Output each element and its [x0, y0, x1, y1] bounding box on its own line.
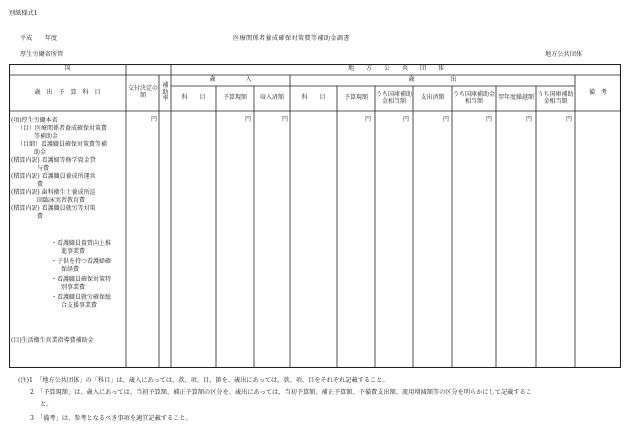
header-revenue: 歳 入 — [209, 76, 252, 84]
budget-item-line: （目細）看護職員確保対策費等補 — [17, 141, 108, 148]
sub-item-line: ・子供を持つ看護婦確 — [51, 258, 112, 265]
page-title: 医療関係者養成確保対策費等補助金調書 — [233, 35, 350, 42]
header-subsidy-rate: 補助率 — [162, 81, 169, 103]
header-expenditure: 歳 出 — [408, 76, 457, 84]
yen-unit: 円 — [485, 116, 492, 123]
sub-item-line: ・看護職員確保対策特 — [51, 276, 112, 283]
fiscal-year-label: 平成 年度 — [20, 35, 58, 42]
header-revenue-received: 収入済額 — [259, 94, 284, 102]
yen-unit: 円 — [525, 116, 532, 123]
subsidy-table — [9, 64, 621, 368]
budget-item-line: 費 — [37, 181, 44, 188]
header-expenditure-subject: 科 目 — [301, 94, 326, 102]
yen-unit: 円 — [281, 116, 288, 123]
budget-item-line: (積算内訳) 看護職員養成所運営 — [11, 173, 96, 180]
header-expenditure-budget: 予算現額 — [343, 94, 368, 102]
footnote-3: 3 「備考」は、参考となるべき事項を適宜記載すること。 — [30, 415, 192, 422]
header-local-gov: 地 方 公 共 団 体 — [347, 65, 444, 73]
header-grant-decision-amount: 交付決定の額 — [128, 85, 159, 99]
sub-item-line: ・看護職員就労確保総 — [51, 294, 112, 301]
header-revenue-budget: 予算現額 — [222, 94, 247, 102]
budget-item-line: 与費 — [37, 165, 50, 172]
footnote-2-cont: と。 — [40, 401, 53, 408]
local-government-label: 地方公共団体 — [545, 51, 583, 58]
budget-item-line: 助金 — [34, 149, 47, 156]
budget-item-line: 等補助金 — [34, 133, 59, 140]
sub-item-line: 進事業費 — [61, 248, 86, 255]
header-subsidy-equivalent-1: うち国庫補助金相当額 — [376, 90, 413, 105]
footnote-2: 2 「予算現額」は、歳入にあっては、当初予算額、補正予算額の区分を、歳出にあっては、当初予算額、補正予算額、予備費支出額、流用増減額等の区分を明らかにして記載するこ — [30, 389, 532, 396]
yen-unit: 円 — [565, 116, 572, 123]
budget-item-line: (積算内訳) 歯科衛生士養成所巡 — [11, 189, 96, 196]
header-subsidy-equivalent-2: うち国庫補助金相当額 — [453, 90, 496, 105]
ministry-label: 厚生労働省所管 — [20, 51, 64, 58]
footnote-1: (注)1 「地方公共団体」の「科目」は、歳入にあっては、款、項、目、節を、歳出にあっては、款、項、目をそれぞれ記載すること。 — [18, 377, 389, 384]
header-revenue-subject: 科 目 — [181, 94, 206, 102]
budget-item-line: 回臨床実習教育費 — [37, 197, 86, 204]
budget-item-line: (項)厚生労働本省 — [11, 117, 58, 124]
budget-item-line: (積算内訳) 看護婦等修学資金貸 — [11, 157, 96, 164]
header-remarks: 備 考 — [588, 88, 607, 96]
yen-unit: 円 — [402, 116, 409, 123]
sub-item-line: 保経費 — [61, 266, 80, 273]
yen-unit: 円 — [150, 116, 157, 123]
budget-item-line: （目）医療関係者養成確保対策費 — [17, 125, 108, 132]
budget-item-line: 費 — [37, 213, 44, 220]
yen-unit: 円 — [244, 116, 251, 123]
header-kuni: 国 — [64, 65, 71, 73]
budget-item-line: (目)生活衛生営業指導費補助金 — [11, 337, 94, 344]
form-number: 別紙様式1 — [9, 10, 38, 17]
sub-item-line: ・看護職員資質向上推 — [51, 240, 112, 247]
sub-item-line: 別事業費 — [61, 284, 86, 291]
header-subsidy-equivalent-3: うち国庫補助金相当額 — [537, 90, 574, 105]
header-expenditure-paid: 支出済額 — [420, 94, 445, 102]
budget-item-line: (積算内訳) 看護職員就労等対策 — [11, 205, 96, 212]
yen-unit: 円 — [364, 116, 371, 123]
header-carryover: 翌年度繰越額 — [498, 94, 535, 102]
yen-unit: 円 — [442, 116, 449, 123]
sub-item-line: 合支援事業費 — [61, 302, 98, 309]
header-budget-item: 歳 出 予 算 科 目 — [34, 88, 101, 96]
